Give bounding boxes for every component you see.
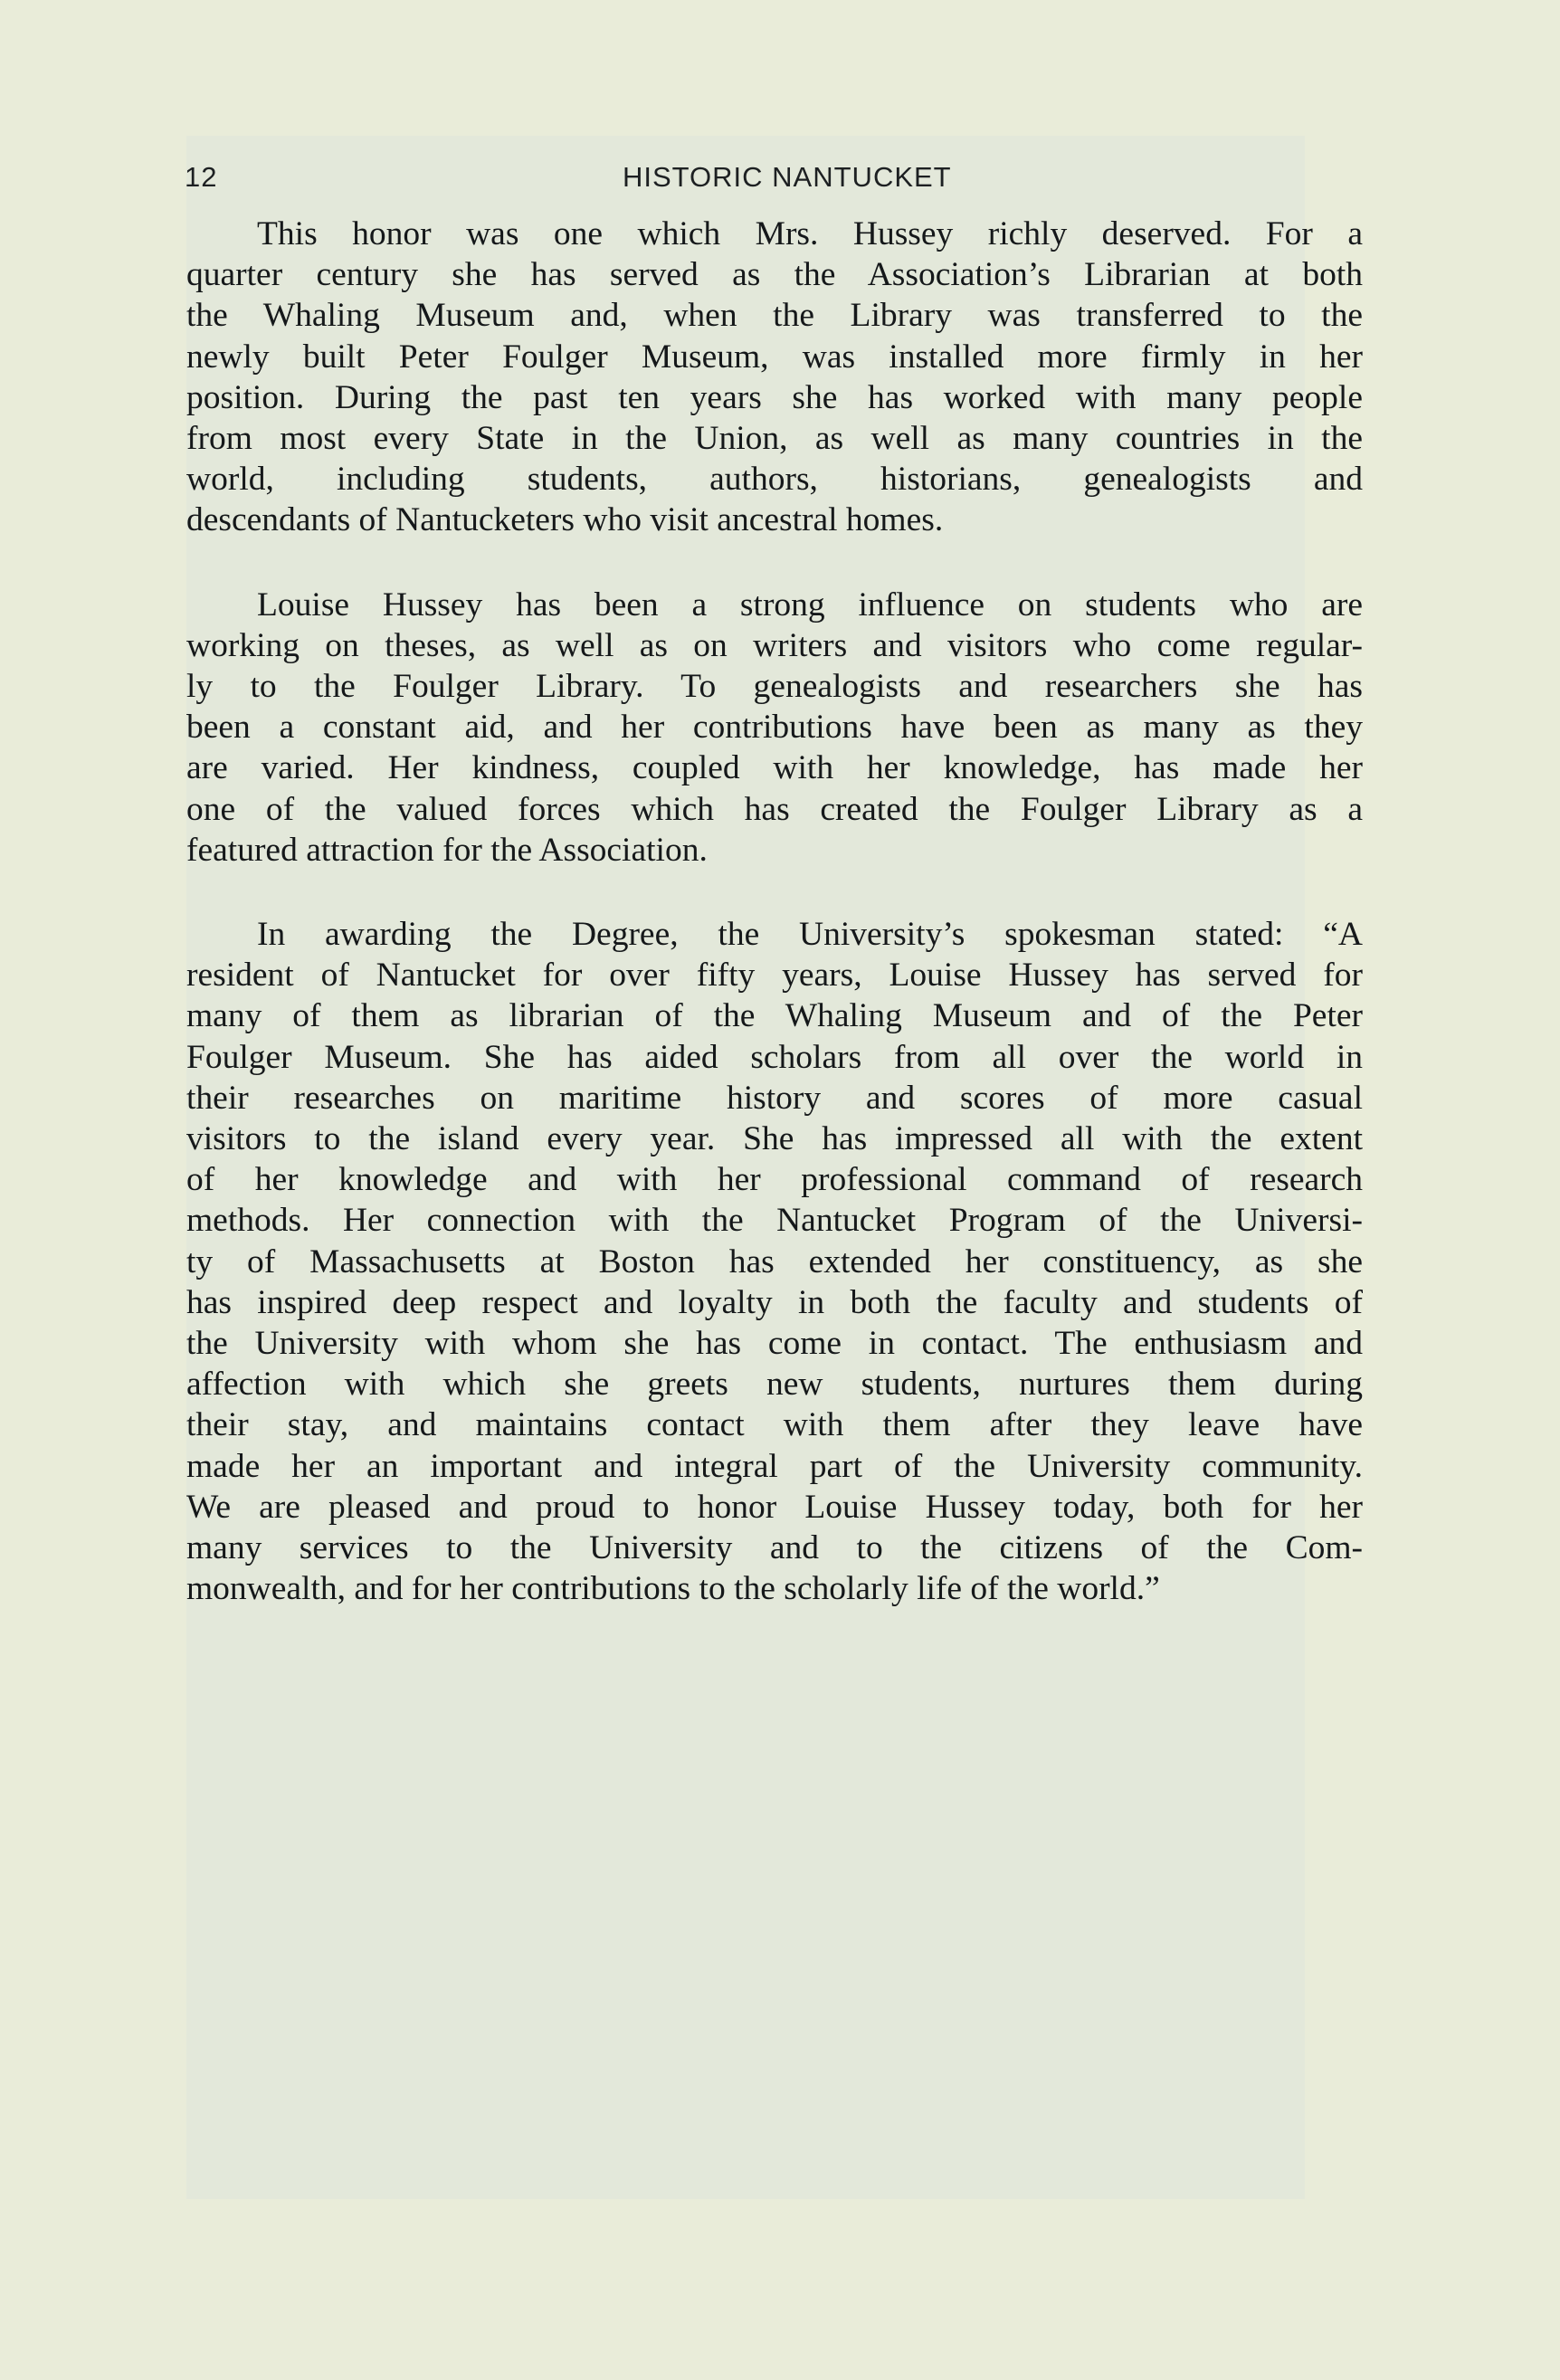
text-line: has inspired deep respect and loyalty in both the faculty and students of [186,1283,1363,1321]
text-line: visitors to the island every year. She has impressed all with the extent [186,1120,1363,1158]
text-line: We are pleased and proud to honor Louise Hussey today, both for her [186,1488,1363,1526]
text-line: This honor was one which Mrs. Hussey richly deserved. For a [257,215,1363,252]
text-line: working on theses, as well as on writers and visitors who come regular- [186,626,1363,664]
text-line: from most every State in the Union, as well as many countries in the [186,420,1363,458]
paragraph-2 [186,585,1363,871]
paragraph-1 [186,214,1363,541]
text-line: ty of Massachusetts at Boston has extended her constituency, as she [186,1242,1363,1280]
text-line: position. During the past ten years she has worked with many people [186,378,1363,416]
text-line: descendants of Nantucketers who visit ancestral homes. [186,501,944,539]
text-line: their researches on maritime history and scores of more casual [186,1079,1363,1117]
text-line: resident of Nantucket for over fifty years, Louise Hussey has served for [186,957,1363,995]
article-body [186,214,1363,1653]
text-line: many of them as librarian of the Whaling Museum and of the Peter [186,997,1363,1035]
text-line: their stay, and maintains contact with them after they leave have [186,1406,1363,1444]
text-line: of her knowledge and with her professional command of research [186,1161,1363,1199]
text-line: Louise Hussey has been a strong influence on students who are [257,585,1363,624]
text-line: methods. Her connection with the Nantucket Program of the Universi- [186,1202,1363,1240]
text-line: ly to the Foulger Library. To genealogists and researchers she has [186,668,1363,706]
running-title: HISTORIC NANTUCKET [623,161,952,193]
text-line: the Whaling Museum and, when the Library was transferred to the [186,297,1363,335]
text-line: In awarding the Degree, the University’s spokesman stated: “A [257,916,1363,954]
text-line: been a constant aid, and her contributions have been as many as they [186,709,1363,747]
text-line: world, including students, authors, historians, genealogists and [186,461,1363,499]
text-line: are varied. Her kindness, coupled with her knowledge, has made her [186,749,1363,787]
text-line: Foulger Museum. She has aided scholars from all over the world in [186,1038,1363,1076]
text-line: newly built Peter Foulger Museum, was installed more firmly in her [186,338,1363,376]
paragraph-3 [186,914,1363,1609]
text-line: one of the valued forces which has created the Foulger Library as a [186,790,1363,828]
text-line: many services to the University and to the citizens of the Com- [186,1529,1363,1567]
text-line: quarter century she has served as the Association’s Librarian at both [186,256,1363,294]
text-line: the University with whom she has come in contact. The enthusiasm and [186,1325,1363,1363]
text-line: featured attraction for the Association. [186,831,708,869]
page-number: 12 [185,161,218,193]
text-line: affection with which she greets new students, nurtures them during [186,1366,1363,1404]
page-header [185,161,1361,206]
text-line: made her an important and integral part of the University community. [186,1447,1363,1485]
text-line: monwealth, and for her contributions to the scholarly life of the world.” [186,1570,1160,1608]
